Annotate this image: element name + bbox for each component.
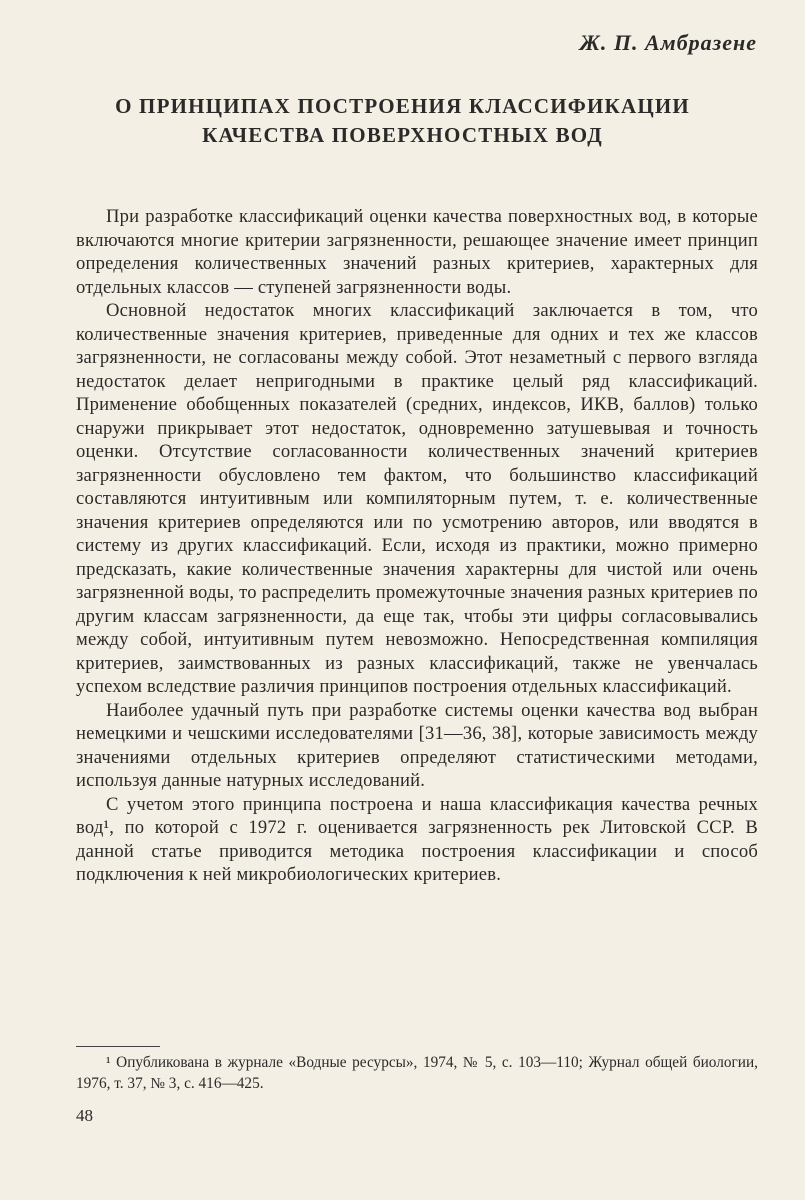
article-body <box>76 205 758 887</box>
footnote: ¹ Опубликована в журнале «Водные ресурсы», 1974, № 5, с. 103—110; Журнал общей биологии, 1976, т. 37, № 3, с. 416—425. <box>76 1054 758 1092</box>
paragraph: Наиболее удачный путь при разработке системы оценки качества вод выбран немецкими и чешскими исследователями [31—36, 38], которые зависимость между значениями отдельных критериев определяют статистическими методами, используя данные натурных исследований. <box>76 699 758 791</box>
article-title <box>60 92 745 150</box>
title-line-1: О ПРИНЦИПАХ ПОСТРОЕНИЯ КЛАССИФИКАЦИИ <box>115 94 690 118</box>
paragraph: С учетом этого принципа построена и наша классификация качества речных вод¹, по которой с 1972 г. оценивается загрязненность рек Литовской ССР. В данной статье приводится методика построения классификации и способ подключения к ней микробиологических критериев. <box>76 793 758 885</box>
author-name: Ж. П. Амбразене <box>579 30 757 55</box>
paragraph: Основной недостаток многих классификаций заключается в том, что количественные значения критериев, приведенные для одних и тех же классов загрязненности, не согласованы между собой. Этот незаметный с первого взгляда недостаток делает непригодными в практике целый ряд классификаций. Применение обобщенных показателей (средних, индексов, ИКВ, баллов) только снаружи прикрывает этот недостаток, одновременно затушевывая и точность оценки. Отсутствие согласованности количественных значений критериев загрязненности обусловлено тем фактом, что большинство классификаций составляются интуитивным или компиляторным путем, т. е. количественные значения критериев определяются или по усмотрению авторов, или вводятся в систему из других классификаций. Если, исходя из практики, можно примерно предсказать, какие количественные значения характерны для чистой или очень загрязненной воды, то распределить промежуточные значения разных критериев по другим классам загрязненности, да еще так, чтобы эти цифры согласовывались между собой, интуитивным путем невозможно. Непосредственная компиляция критериев, заимствованных из разных классификаций, также не увенчалась успехом вследствие различия принципов построения отдельных классификаций. <box>76 300 758 697</box>
page-number: 48 <box>76 1106 93 1125</box>
paragraph: При разработке классификаций оценки качества поверхностных вод, в которые включаются многие критерии загрязненности, решающее значение имеет принцип определения количественных значений разных критериев, характерных для отдельных классов — ступеней загрязненности воды. <box>76 206 758 298</box>
title-line-2: КАЧЕСТВА ПОВЕРХНОСТНЫХ ВОД <box>202 123 603 147</box>
footnote-divider <box>76 1046 160 1047</box>
